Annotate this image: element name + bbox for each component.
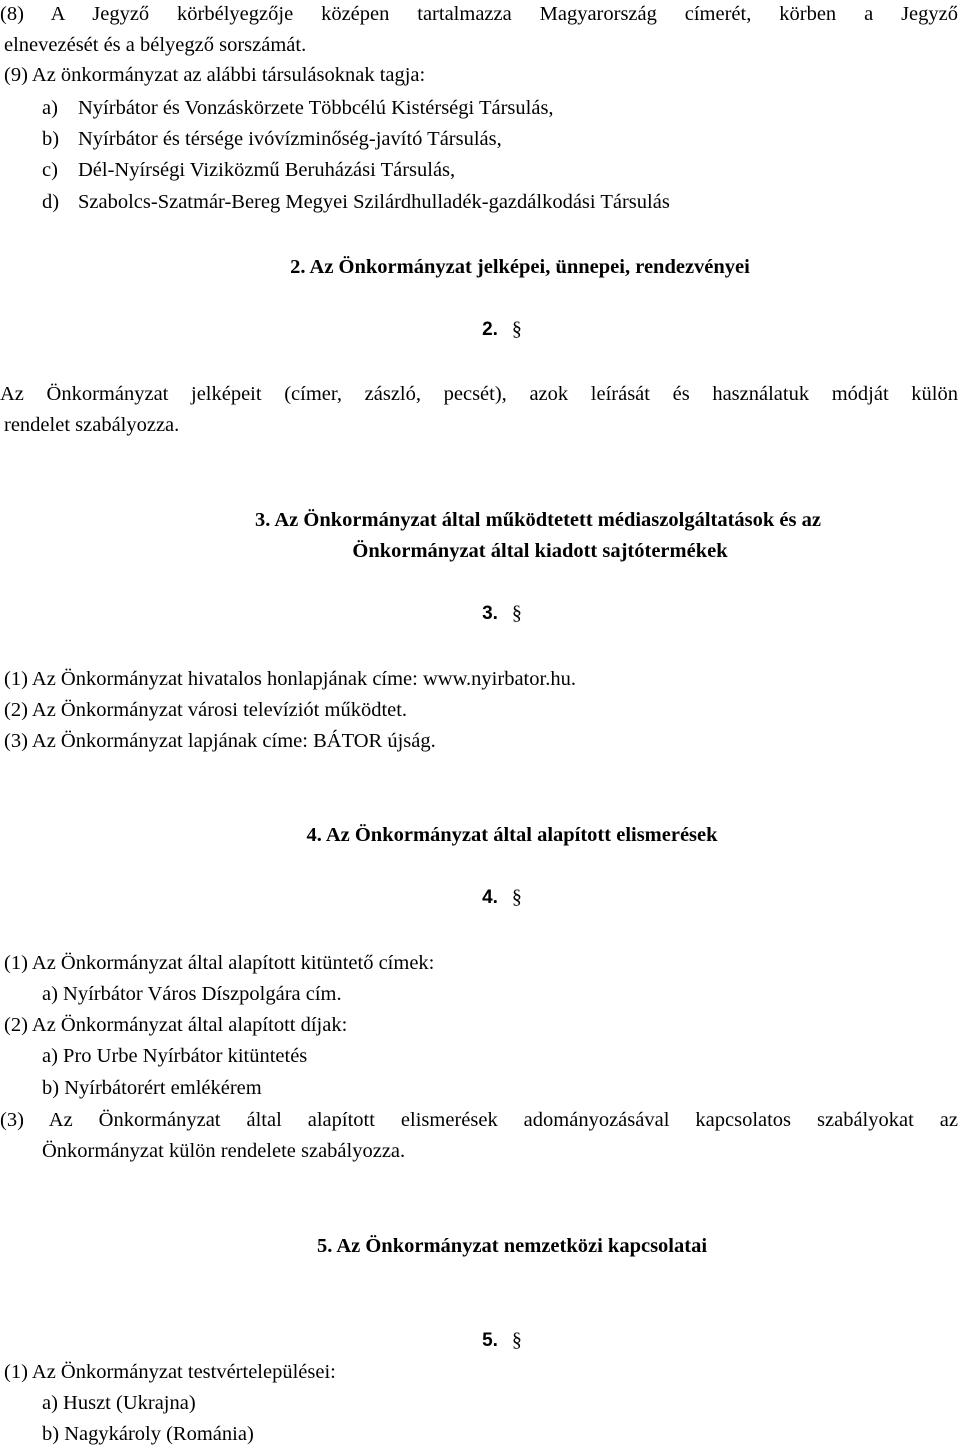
paragraph-8-line-1: (8) A Jegyző körbélyegzője középen tartalmazza Magyarország címerét, körben a Jegyző xyxy=(0,3,958,25)
chapter-5-paragraph-1: (1) Az Önkormányzat testvértelepülései: xyxy=(4,1361,336,1383)
paragraph-9: (9) Az önkormányzat az alábbi társulásoknak tagja: xyxy=(4,64,426,86)
list-item-9c xyxy=(42,158,960,182)
section-symbol: § xyxy=(511,1329,522,1351)
section-symbol: § xyxy=(511,318,522,340)
chapter-2-heading: 2. Az Önkormányzat jelképei, ünnepei, rendezvényei xyxy=(290,256,750,278)
chapter-4-list-item-1a: a) Nyírbátor Város Díszpolgára cím. xyxy=(42,983,342,1005)
section-number: 2. xyxy=(482,319,498,340)
section-number: 3. xyxy=(482,603,498,624)
chapter-5-list-item-1b: b) Nagykároly (Románia) xyxy=(42,1423,254,1445)
list-text: Szabolcs-Szatmár-Bereg Megyei Szilárdhulladék-gazdálkodási Társulás xyxy=(78,191,670,213)
chapter-3-heading-line-1: 3. Az Önkormányzat által működtetett médiaszolgáltatások és az xyxy=(255,509,821,531)
list-label: a) xyxy=(42,97,58,119)
section-number: 4. xyxy=(482,887,498,908)
chapter-5-heading: 5. Az Önkormányzat nemzetközi kapcsolatai xyxy=(316,1235,708,1257)
list-label: b) xyxy=(42,128,60,150)
chapter-4-paragraph-3-line-1: (3) Az Önkormányzat által alapított elismerések adományozásával kapcsolatos szabályokat az xyxy=(0,1109,958,1131)
section-symbol: § xyxy=(511,886,522,908)
list-text: Nyírbátor és Vonzáskörzete Többcélú Kistérségi Társulás, xyxy=(78,97,554,119)
list-item-9a xyxy=(42,96,960,120)
list-item-9b xyxy=(42,127,960,151)
list-label: d) xyxy=(42,191,60,213)
section-4-marker xyxy=(22,884,960,911)
chapter-4-list-item-2a: a) Pro Urbe Nyírbátor kitüntetés xyxy=(42,1045,308,1067)
section-symbol: § xyxy=(511,602,522,624)
list-text: Dél-Nyírségi Viziközmű Beruházási Társulás, xyxy=(78,159,456,181)
list-text: Nyírbátor és térsége ivóvízminőség-javító Társulás, xyxy=(78,128,502,150)
chapter-3-paragraph-1: (1) Az Önkormányzat hivatalos honlapjának címe: www.nyirbator.hu. xyxy=(4,668,576,690)
chapter-2-body-line-2: rendelet szabályozza. xyxy=(4,414,180,436)
chapter-4-paragraph-1: (1) Az Önkormányzat által alapított kitüntető címek: xyxy=(4,952,435,974)
section-3-marker xyxy=(22,600,960,627)
paragraph-8-line-2: elnevezését és a bélyegző sorszámát. xyxy=(4,34,307,56)
chapter-2-body-line-1: Az Önkormányzat jelképeit (címer, zászló, pecsét), azok leírását és használatuk módját külön xyxy=(0,383,958,405)
chapter-4-heading: 4. Az Önkormányzat által alapított elismerések xyxy=(306,824,718,846)
chapter-4-paragraph-2: (2) Az Önkormányzat által alapított díjak: xyxy=(4,1014,348,1036)
chapter-4-list-item-2b: b) Nyírbátorért emlékérem xyxy=(42,1077,262,1099)
chapter-3-paragraph-2: (2) Az Önkormányzat városi televíziót működtet. xyxy=(4,699,408,721)
section-5-marker xyxy=(22,1327,960,1354)
chapter-4-paragraph-3-line-2: Önkormányzat külön rendelete szabályozza. xyxy=(42,1140,406,1162)
list-item-9d xyxy=(42,190,960,214)
chapter-3-paragraph-3: (3) Az Önkormányzat lapjának címe: BÁTOR újság. xyxy=(4,730,436,752)
chapter-5-list-item-1a: a) Huszt (Ukrajna) xyxy=(42,1392,196,1414)
list-label: c) xyxy=(42,159,58,181)
section-2-marker xyxy=(22,316,960,343)
section-number: 5. xyxy=(482,1330,498,1351)
chapter-3-heading-line-2: Önkormányzat által kiadott sajtótermékek xyxy=(352,540,728,562)
